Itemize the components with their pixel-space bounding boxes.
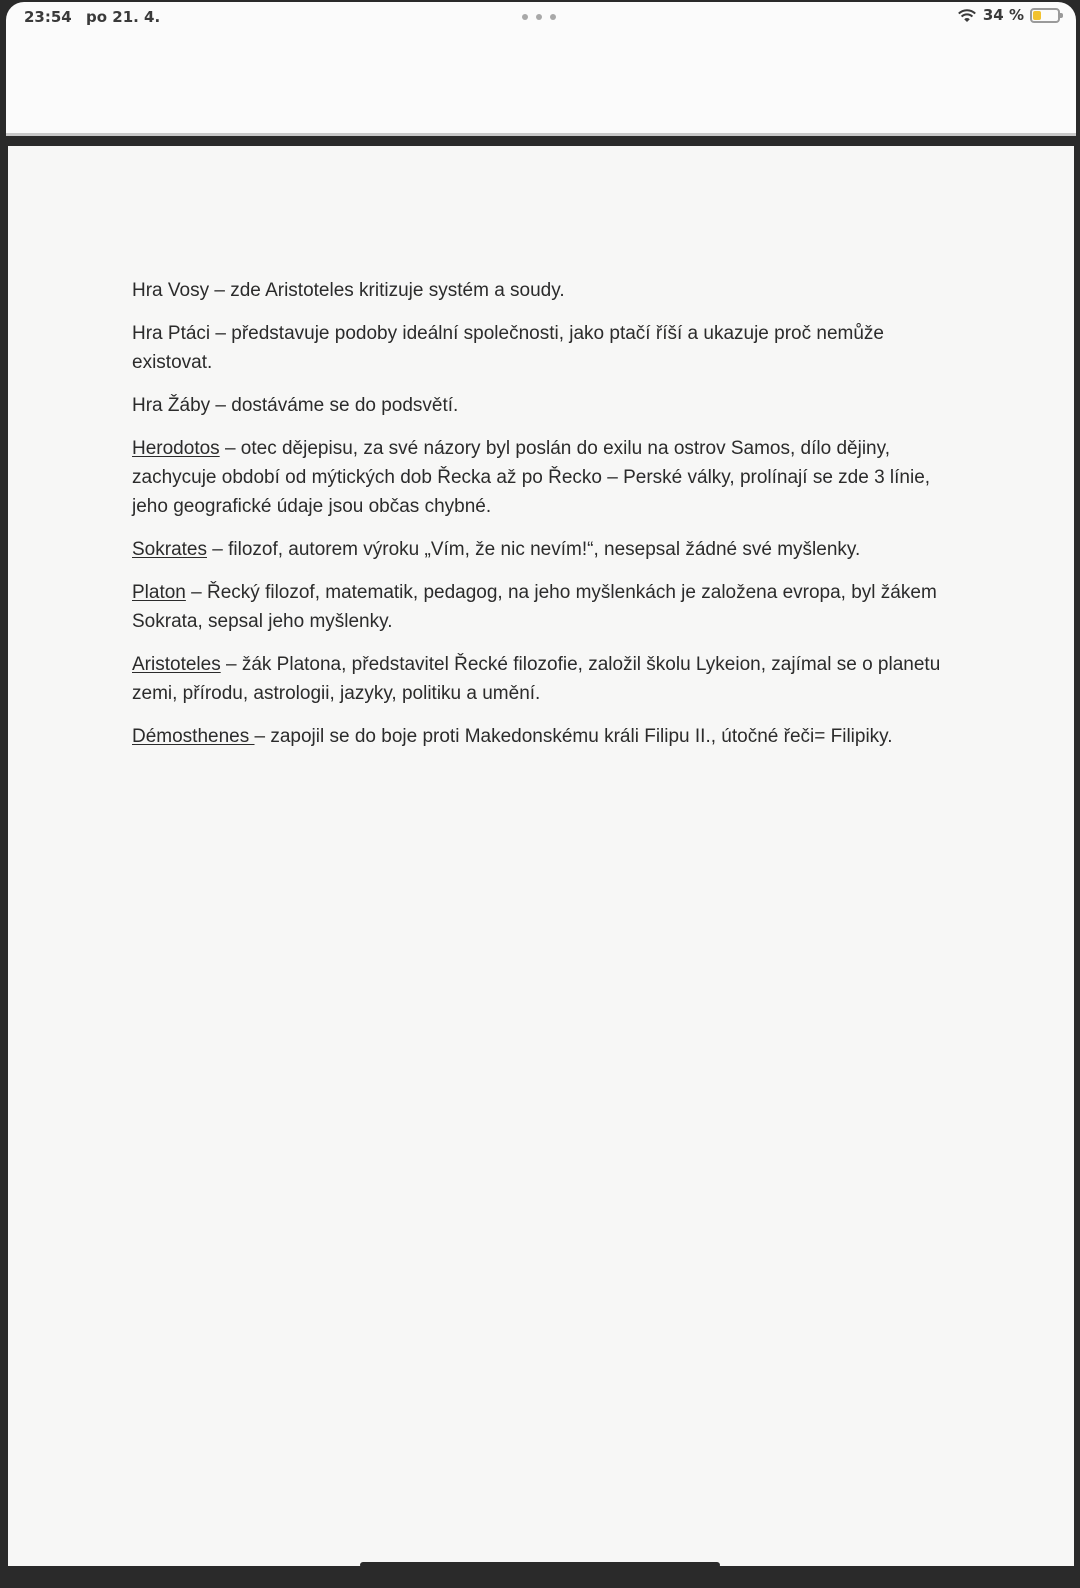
toolbar-divider	[0, 138, 1080, 146]
paragraph-text: Hra Vosy – zde Aristoteles kritizuje systém a soudy.	[132, 280, 565, 301]
paragraph-term: Herodotos	[132, 438, 220, 459]
paragraph-text: Hra Ptáci – představuje podoby ideální společnosti, jako ptačí říší a ukazuje proč nemůže existovat.	[132, 323, 884, 373]
paragraph-text: – zapojil se do boje proti Makedonskému králi Filipu II., útočné řeči= Filipiky.	[254, 726, 893, 747]
document-paragraph	[132, 276, 962, 305]
paragraph-text: – otec dějepisu, za své názory byl poslán do exilu na ostrov Samos, dílo dějiny, zachycuje období od mýtických dob Řecka až po Řecko – Perské války, prolínají se zde 3 línie, jeho geografické údaje jsou občas chybné.	[132, 438, 931, 517]
document-paragraph	[132, 578, 962, 636]
wifi-icon	[957, 8, 977, 23]
document-paragraph	[132, 535, 962, 564]
document-paragraph	[132, 434, 962, 521]
paragraph-text: Hra Žáby – dostáváme se do podsvětí.	[132, 395, 459, 416]
paragraph-term: Platon	[132, 582, 186, 603]
status-time: 23:54	[24, 8, 72, 26]
multitask-dots-icon[interactable]	[522, 12, 556, 22]
top-toolbar	[6, 2, 1076, 136]
document-paragraph	[132, 319, 962, 377]
paragraph-text: – Řecký filozof, matematik, pedagog, na jeho myšlenkách je založena evropa, byl žákem Sokrata, sepsal jeho myšlenky.	[132, 582, 937, 632]
document-paragraph	[132, 391, 962, 420]
status-date: po 21. 4.	[86, 8, 161, 26]
battery-icon	[1030, 8, 1060, 23]
paragraph-term: Aristoteles	[132, 654, 221, 675]
document-page[interactable]	[8, 146, 1074, 1566]
document-paragraph	[132, 650, 962, 708]
document-paragraph	[132, 722, 962, 751]
paragraph-text: – filozof, autorem výroku „Vím, že nic nevím!“, nesepsal žádné své myšlenky.	[206, 539, 861, 560]
paragraph-text: – žák Platona, představitel Řecké filozofie, založil školu Lykeion, zajímal se o planetu zemi, přírodu, astrologii, jazyky, politiku a umění.	[132, 654, 941, 704]
battery-fill	[1033, 11, 1041, 20]
document-body	[132, 276, 962, 765]
status-indicators	[957, 6, 1060, 24]
paragraph-term: Démosthenes	[132, 726, 255, 747]
battery-percentage: 34 %	[982, 6, 1024, 24]
home-indicator[interactable]	[360, 1562, 720, 1568]
paragraph-term: Sokrates	[132, 539, 207, 560]
